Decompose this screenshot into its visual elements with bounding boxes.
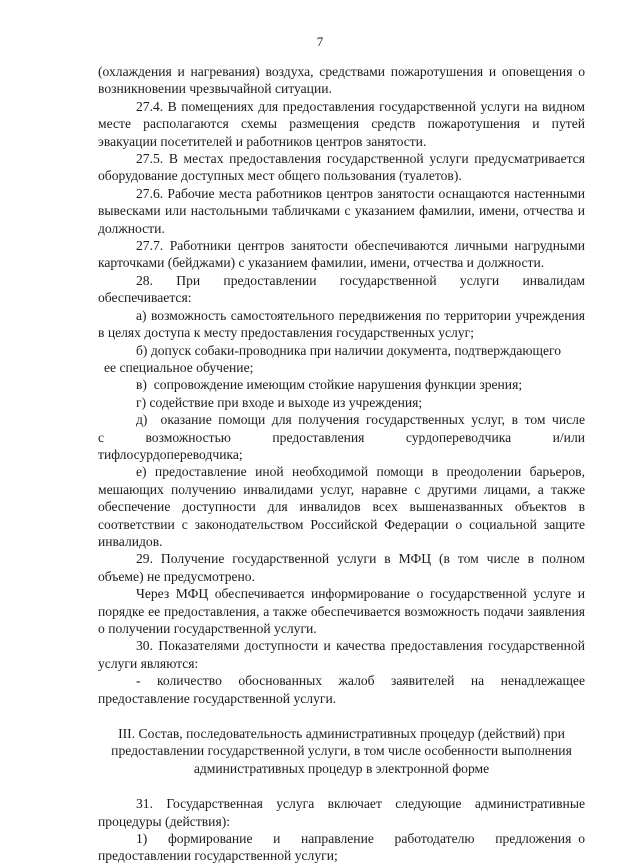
paragraph-complaints: - количество обоснованных жалоб заявителей на ненадлежащее предоставление государственной услуги.	[98, 673, 589, 706]
paragraph-28	[98, 272, 585, 307]
section-heading-iii: III. Состав, последовательность административных процедур (действий) при предоставлении государственной услуги, в том числе особенности выполнения административных процедур в электронной форме	[111, 726, 572, 776]
list-item-v: в) сопровождение имеющим стойкие нарушения функции зрения;	[136, 377, 523, 393]
paragraph-27-5: 27.5. В местах предоставления государственной услуги предусматривается оборудование доступных мест общего пользования (туалетов).	[98, 151, 585, 184]
paragraph-27-6: 27.6. Рабочие места работников центров занятости оснащаются настенными вывесками или настольными табличками с указанием фамилии, имени, отчества и должности.	[98, 185, 585, 236]
paragraph-31: 31. Государственная услуга включает следующие административные процедуры (действия):	[98, 796, 585, 829]
list-item-d-line-3: тифлосурдопереводчика;	[98, 446, 243, 462]
document-body	[98, 63, 589, 865]
procedure-item-1: 1) формирование и направление работодателю предложения о предоставлении государственной услуги;	[98, 831, 589, 864]
paragraph-27-7: 27.7. Работники центров занятости обеспечиваются личными нагрудными карточками (бейджами) с указанием фамилии, имени, отчества и должности.	[98, 238, 585, 271]
paragraph-mfc-info: Через МФЦ обеспечивается информирование о государственной услуге и порядке ее предоставления, а также обеспечивается возможность подачи заявления о получении государственной услуги.	[98, 586, 585, 636]
paragraph-fire-safety: (охлаждения и нагревания) воздуха, средствами пожаротушения и оповещения о возникновении чрезвычайной ситуации.	[98, 64, 585, 97]
list-item-d-line-1: д) оказание помощи для получения государственных услуг, в том числе	[136, 412, 585, 428]
list-item-d-line-2: с возможностью предоставления сурдопереводчика и/или	[98, 429, 585, 445]
paragraph-28-line-1: 28. При предоставлении государственной услуги инвалидам	[136, 272, 585, 288]
paragraph-30: 30. Показателями доступности и качества предоставления государственной услуги являются:	[98, 638, 585, 671]
list-item-g: г) содействие при входе и выходе из учреждения;	[136, 394, 423, 410]
list-item-d	[98, 411, 585, 463]
list-item-b-line-2: ее специальное обучение;	[104, 359, 254, 375]
page-number: 7	[316, 34, 324, 49]
list-item-b-line-1: б) допуск собаки-проводника при наличии документа, подтверждающего	[136, 342, 562, 358]
list-item-a: а) возможность самостоятельного передвижения по территории учреждения в целях доступа к месту предоставления государственных услуг;	[98, 307, 585, 341]
paragraph-28-line-2: обеспечивается:	[98, 290, 192, 306]
paragraph-27-4: 27.4. В помещениях для предоставления государственной услуги на видном месте располагаются схемы размещения средств пожаротушения и путей эвакуации посетителей и работников центров занятости.	[98, 98, 585, 149]
paragraph-29: 29. Получение государственной услуги в МФЦ (в том числе в полном объеме) не предусмотрено.	[98, 551, 585, 584]
list-item-e: е) предоставление иной необходимой помощи в преодолении барьеров, мешающих получению инвалидами услуг, наравне с другими лицами, а также обеспечение доступности для инвалидов всех вышеназванных объектов в соответствии с законодательством Российской Федерации о социальной защите инвалидов.	[98, 464, 585, 549]
